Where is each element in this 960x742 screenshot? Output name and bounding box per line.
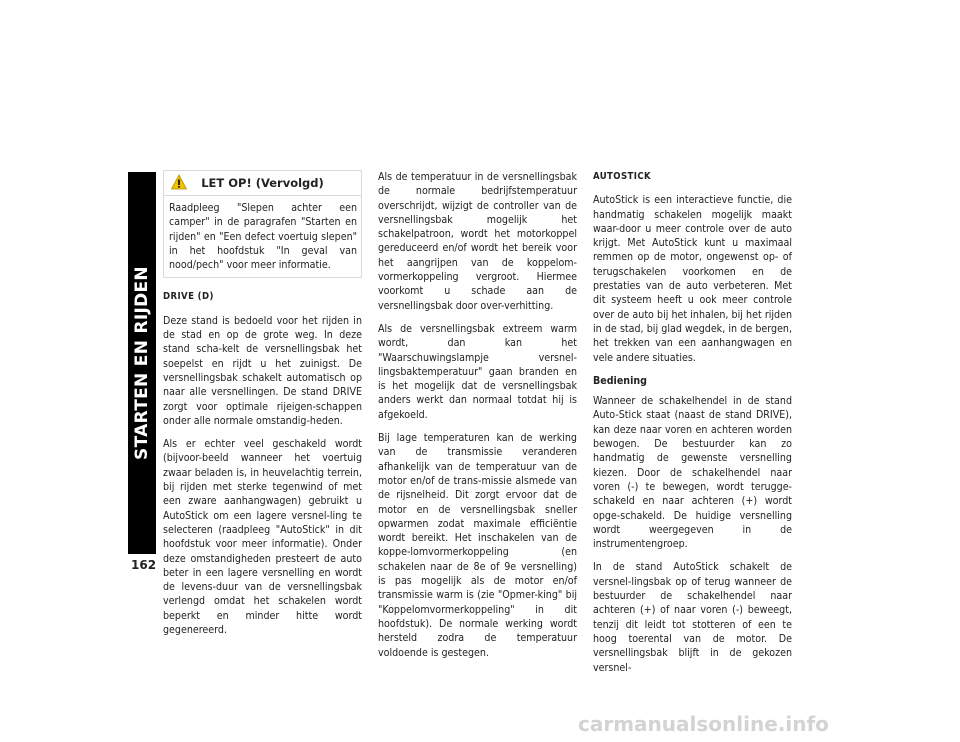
paragraph: Deze stand is bedoeld voor het rijden in de stad en op de grote weg. In deze stand scha-kelt de versnellingsbak het soepelst en rijdt u het zuinigst. De versnellingsbak schakelt automatisch op naar alle versnellingen. De stand DRIVE zorgt voor optimale rijeigen-schappen onder alle normale omstandig-heden. — [163, 314, 362, 427]
chapter-side-tab — [128, 172, 156, 554]
column-1 — [163, 170, 362, 646]
caution-header — [164, 171, 361, 196]
paragraph: Wanneer de schakelhendel in de stand Auto-Stick staat (naast de stand DRIVE), kan deze naar voren en achteren worden bewogen. De bestuurder kan zo handmatig de gewenste versnelling kiezen. Door de schakelhendel naar voren (-) te bewegen, wordt terugge-schakeld en naar achteren (+) wordt opge-schakeld. De huidige versnelling wordt weergegeven in de instrumentengroep. — [593, 395, 792, 551]
caution-title: LET OP! (Vervolgd) — [201, 175, 324, 190]
page-number: 162 — [131, 558, 157, 572]
paragraph: AutoStick is een interactieve functie, die handmatig schakelen mogelijk maakt waar-door u meer controle over de auto krijgt. Met AutoStick kunt u maximaal remmen op de motor, ongewenst op- of terugschakelen voorkomen en de prestaties van de auto verbeteren. Met dit systeem heeft u ook meer controle over de auto bij het inhalen, bij het rijden in de stad, bij glad wegdek, in de bergen, het trekken van een aanhangwagen en vele andere situaties. — [593, 194, 792, 364]
autostick-heading: AUTOSTICK — [593, 171, 652, 182]
warning-triangle-icon — [171, 174, 187, 190]
drive-heading: DRIVE (D) — [163, 291, 214, 303]
paragraph: Als de temperatuur in de versnellingsbak de normale bedrijfstemperatuur overschrijdt, wijzigt de controller van de versnellingsbak mogelijk het schakelpatroon, wordt het motorkoppel gereduceerd en/of wordt het bereik voor het aangrijpen van de koppelom-vormerkoppeling vergroot. Hiermee voorkomt u schade aan de versnellingsbak door over-verhitting. — [378, 171, 577, 312]
paragraph: Als er echter veel geschakeld wordt (bijvoor-beeld wanneer het voertuig zwaar beladen is, in heuvelachtig terrein, bij rijden met sterke tegenwind of met een zware aanhangwagen) gebruikt u AutoStick om een lagere versnel-ling te selecteren (raadpleeg "AutoStick" in dit hoofdstuk voor meer informatie). Onder deze omstandigheden presteert de auto beter in een lagere versnelling en wordt de levens-duur van de versnellingsbak verlengd omdat het schakelen wordt beperkt en minder hitte wordt gegenereerd. — [163, 438, 362, 637]
column-3 — [593, 170, 792, 684]
paragraph: Bij lage temperaturen kan de werking van de transmissie veranderen afhankelijk van de temperatuur van de motor en/of de trans-missie alsmede van de rijsnelheid. Dit zorgt ervoor dat de motor en de versnellingsbak sneller opwarmen zodat maximale efficiëntie wordt bereikt. Het inschakelen van de koppe-lomvormerkoppeling (en schakelen naar de 8e of 9e versnelling) is pas mogelijk als de motor en/of transmissie warm is (zie "Opmer-king" bij "Koppelomvormerkoppeling" in dit hoofdstuk). De normale werking wordt hersteld zodra de temperatuur voldoende is gestegen. — [378, 432, 577, 659]
column-2 — [378, 170, 577, 669]
caution-box — [163, 170, 362, 278]
watermark-footer: carmanualsonline.info — [578, 712, 829, 736]
chapter-title: STARTEN EN RIJDEN — [132, 266, 152, 460]
paragraph: In de stand AutoStick schakelt de versnel-lingsbak op of terug wanneer de bestuurder de schakelhendel naar achteren (+) of naar voren (-) beweegt, tenzij dit leidt tot stotteren of een te hoog toerental van de motor. De versnellingsbak blijft in de gekozen versnel- — [593, 561, 792, 674]
paragraph: Als de versnellingsbak extreem warm wordt, dan kan het "Waarschuwingslampje versnel-lingsbaktemperatuur" gaan branden en is het mogelijk dat de versnellingsbak anders werkt dan normaal totdat hij is afgekoeld. — [378, 322, 577, 421]
caution-text: Raadpleeg "Slepen achter een camper" in de paragrafen "Starten en rijden" en "Een defect voertuig slepen" in het hoofdstuk "In geval van nood/pech" voor meer informatie. — [169, 202, 357, 272]
bediening-subheading: Bediening — [593, 374, 647, 387]
